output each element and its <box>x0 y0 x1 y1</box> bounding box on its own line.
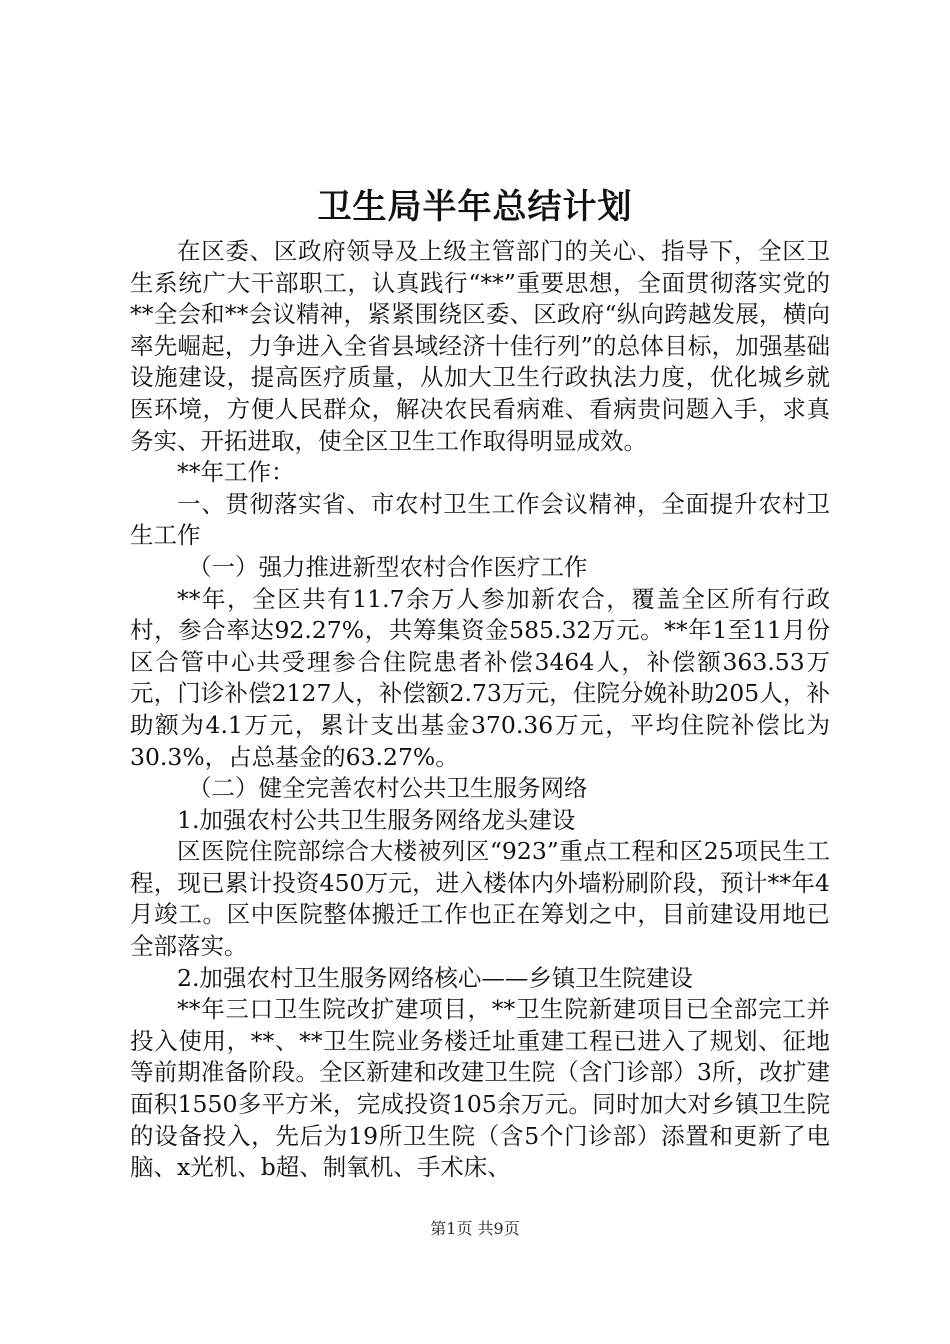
section-heading-1: 一、贯彻落实省、市农村卫生工作会议精神，全面提升农村卫生工作 <box>130 489 830 550</box>
hospital-paragraph: 区医院住院部综合大楼被列区“923”重点工程和区25项民生工程，现已累计投资450万元，进入楼体内外墙粉刷阶段，预计**年4月竣工。区中医院整体搬迁工作也正在筹划之中，目前建设用地已全部落实。 <box>130 837 830 961</box>
item-heading-1: 1.加强农村公共卫生服务网络龙头建设 <box>177 805 576 834</box>
township-paragraph: **年三口卫生院改扩建项目，**卫生院新建项目已全部完工并投入使用，**、**卫生院业务楼迁址重建工程已进入了规划、征地等前期准备阶段。全区新建和改建卫生院（含门诊部）3所，改扩建面积1550多平方米，完成投资105余万元。同时加大对乡镇卫生院的设备投入，先后为19所卫生院（含5个门诊部）添置和更新了电脑、x光机、b超、制氧机、手术床、 <box>130 995 830 1182</box>
ncms-paragraph: **年，全区共有11.7余万人参加新农合，覆盖全区所有行政村，参合率达92.27%，共筹集资金585.32万元。**年1至11月份区合管中心共受理参合住院患者补偿3464人，补偿额363.53万元，门诊补偿2127人，补偿额2.73万元，住院分娩补助205人，补助额为4.1万元，累计支出基金370.36万元，平均住院补偿比为30.3%，占总基金的63.27%。 <box>130 584 830 771</box>
document-body <box>130 236 830 1184</box>
intro-paragraph: 在区委、区政府领导及上级主管部门的关心、指导下，全区卫生系统广大干部职工，认真践行“**”重要思想，全面贯彻落实党的**全会和**会议精神，紧紧围绕区委、区政府“纵向跨越发展，横向率先崛起，力争进入全省县域经济十佳行列”的总体目标，加强基础设施建设，提高医疗质量，从加大卫生行政执法力度，优化城乡就医环境，方便人民群众，解决农民看病难、看病贵问题入手，求真务实、开拓进取，使全区卫生工作取得明显成效。 <box>130 237 830 455</box>
document-title: 卫生局半年总结计划 <box>317 187 633 227</box>
section-label-work: **年工作： <box>177 458 295 487</box>
subsection-heading-2: （二）健全完善农村公共卫生服务网络 <box>188 774 588 803</box>
item-heading-2: 2.加强农村卫生服务网络核心——乡镇卫生院建设 <box>177 963 693 992</box>
subsection-heading-1: （一）强力推进新型农村合作医疗工作 <box>188 552 588 581</box>
page-number: 第1页 共9页 <box>430 1219 520 1238</box>
